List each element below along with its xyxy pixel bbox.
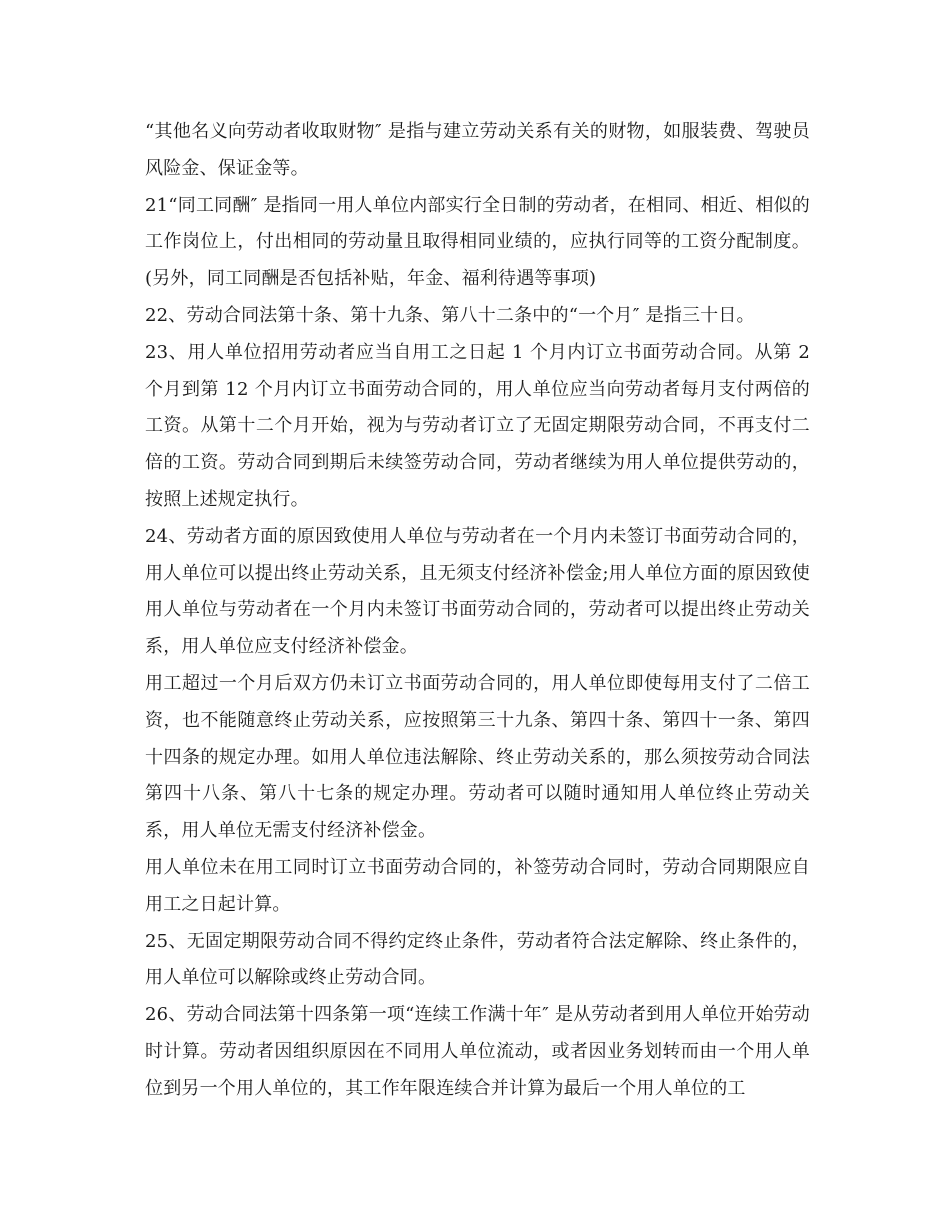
paragraph-24-worker-reasons: 24、劳动者方面的原因致使用人单位与劳动者在一个月内未签订书面劳动合同的，用人单位可以提出终止劳动关系，且无须支付经济补偿金;用人单位方面的原因致使用人单位与劳动者在一个月内未签订书面劳动合同的，劳动者可以提出终止劳动关系，用人单位应支付经济补偿金。 — [145, 525, 810, 658]
paragraph-21-equal-pay: 21“同工同酬″ 是指同一用人单位内部实行全日制的劳动者，在相同、相近、相似的工作岗位上，付出相同的劳动量且取得相同业绩的，应执行同等的工资分配制度。(另外，同工同酬是否包括补贴，年金、福利待遇等事项) — [145, 194, 810, 290]
paragraph-contract-term: 用人单位未在用工同时订立书面劳动合同的，补签劳动合同时，劳动合同期限应自用工之日起计算。 — [145, 856, 810, 915]
paragraph-26-ten-years: 26、劳动合同法第十四条第一项“连续工作满十年″ 是从劳动者到用人单位开始劳动时计算。劳动者因组织原因在不同用人单位流动，或者因业务划转而由一个用人单位到另一个用人单位的，其工作年限连续合并计算为最后一个用人单位的工 — [145, 1004, 810, 1099]
paragraph-25-open-ended: 25、无固定期限劳动合同不得约定终止条件，劳动者符合法定解除、终止条件的，用人单位可以解除或终止劳动合同。 — [145, 930, 810, 989]
paragraph-22-one-month: 22、劳动合同法第十条、第十九条、第八十二条中的“一个月″ 是指三十日。 — [145, 304, 755, 326]
paragraph-other-property: “其他名义向劳动者收取财物″ 是指与建立劳动关系有关的财物，如服装费、驾驶员风险金、保证金等。 — [145, 121, 810, 179]
document-body — [145, 114, 810, 1108]
paragraph-over-one-month: 用工超过一个月后双方仍未订立书面劳动合同的，用人单位即使每用支付了二倍工资，也不能随意终止劳动关系，应按照第三十九条、第四十条、第四十一条、第四十四条的规定办理。如用人单位违法解除、终止劳动关系的，那么须按劳动合同法第四十八条、第八十七条的规定办理。劳动者可以随时通知用人单位终止劳动关系，用人单位无需支付经济补偿金。 — [145, 672, 810, 842]
paragraph-23-written-contract: 23、用人单位招用劳动者应当自用工之日起 1 个月内订立书面劳动合同。从第 2 个月到第 12 个月内订立书面劳动合同的，用人单位应当向劳动者每月支付两倍的工资。从第十二个月开始，视为与劳动者订立了无固定期限劳动合同，不再支付二倍的工资。劳动合同到期后未续签劳动合同，劳动者继续为用人单位提供劳动的，按照上述规定执行。 — [145, 341, 810, 510]
